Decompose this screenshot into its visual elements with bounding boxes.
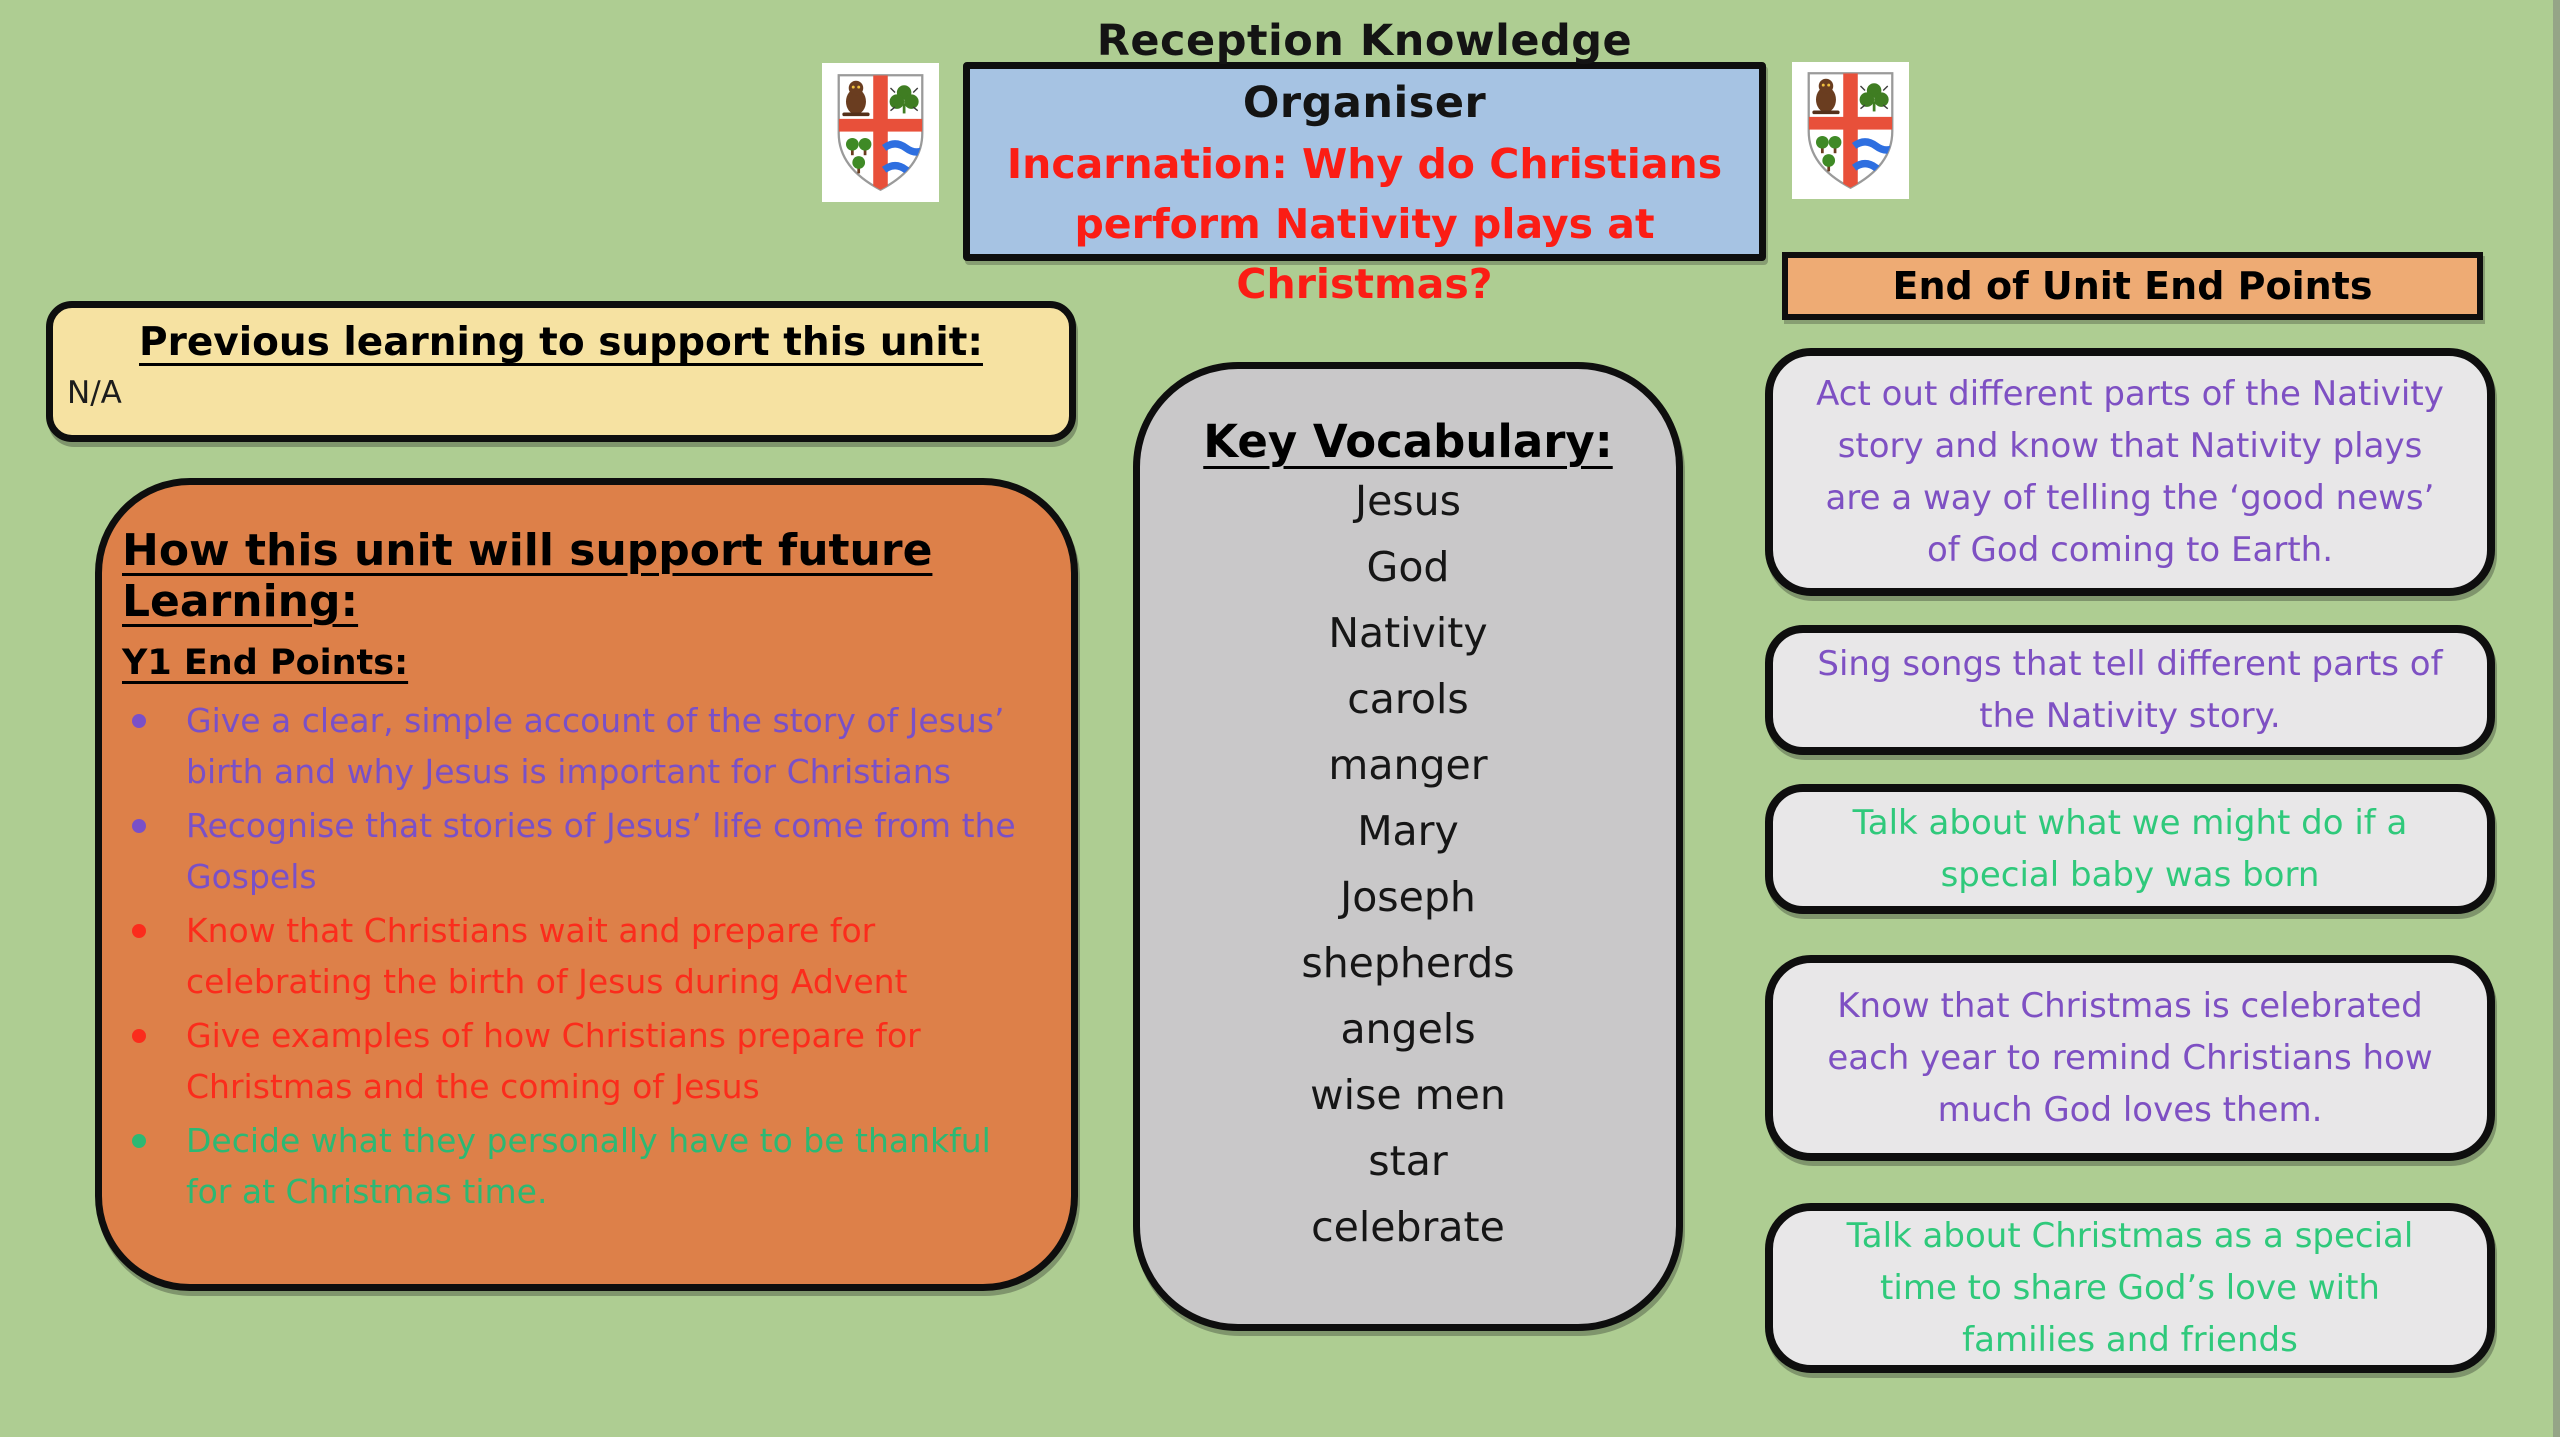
end-point-text: Talk about what we might do if a special baby was born: [1852, 803, 2408, 895]
school-crest-right: [1792, 62, 1909, 199]
previous-learning-heading: Previous learning to support this unit:: [139, 320, 983, 365]
end-point-card: [1765, 348, 2495, 596]
list-item: [116, 905, 1037, 1007]
bullet-text: Recognise that stories of Jesus’ life come from the Gospels: [186, 806, 1016, 896]
vocabulary-word: manger: [1328, 741, 1488, 789]
bullet-icon: [132, 1029, 146, 1043]
list-item: [116, 1115, 1037, 1217]
future-learning-heading: How this unit will support future Learning:: [122, 525, 933, 627]
future-learning-bullet-list: [116, 695, 1037, 1217]
future-learning-box: [95, 478, 1078, 1291]
list-item: [116, 800, 1037, 902]
bullet-icon: [132, 714, 146, 728]
bullet-text: Give a clear, simple account of the story of Jesus’ birth and why Jesus is important for Christians: [186, 701, 1005, 791]
vocabulary-word: Nativity: [1328, 609, 1488, 657]
bullet-icon: [132, 1134, 146, 1148]
end-point-card: [1765, 1203, 2495, 1373]
end-points-header: [1782, 252, 2483, 320]
end-point-text: Act out different parts of the Nativity story and know that Nativity plays are a way of telling the ‘good news’ of God coming to Earth.: [1816, 374, 2444, 570]
bullet-text: Give examples of how Christians prepare for Christmas and the coming of Jesus: [186, 1016, 921, 1106]
school-crest-left: [822, 63, 939, 202]
page-subtitle-line2: perform Nativity plays at Christmas?: [1074, 199, 1655, 308]
bullet-text: Know that Christians wait and prepare for celebrating the birth of Jesus during Advent: [186, 911, 908, 1001]
vocabulary-word: angels: [1340, 1005, 1476, 1053]
key-vocabulary-box: [1133, 362, 1683, 1331]
bullet-text: Decide what they personally have to be thankful for at Christmas time.: [186, 1121, 991, 1211]
key-vocabulary-heading: Key Vocabulary:: [1203, 415, 1613, 468]
page-title: Reception Knowledge Organiser: [1096, 15, 1633, 128]
list-item: [116, 695, 1037, 797]
end-point-text: Know that Christmas is celebrated each year to remind Christians how much God loves them.: [1827, 986, 2433, 1130]
end-point-text: Sing songs that tell different parts of the Nativity story.: [1817, 644, 2443, 736]
vocabulary-word: Mary: [1357, 807, 1459, 855]
end-point-card: [1765, 784, 2495, 914]
vocabulary-word: celebrate: [1311, 1203, 1505, 1251]
school-crest-icon: [1796, 66, 1905, 195]
slide-edge: [2553, 0, 2560, 1437]
vocabulary-word: wise men: [1310, 1071, 1506, 1119]
future-learning-subheading: Y1 End Points:: [122, 643, 409, 683]
end-point-card: [1765, 625, 2495, 755]
previous-learning-box: [46, 301, 1076, 442]
end-point-text: Talk about Christmas as a special time to share God’s love with families and friends: [1846, 1216, 2414, 1360]
vocabulary-word: star: [1368, 1137, 1448, 1185]
previous-learning-content: N/A: [67, 375, 122, 411]
end-point-card: [1765, 955, 2495, 1161]
vocabulary-word: Jesus: [1354, 477, 1462, 525]
vocabulary-word: carols: [1347, 675, 1469, 723]
vocabulary-word: shepherds: [1301, 939, 1515, 987]
title-box: [963, 15, 1766, 308]
page-subtitle-line1: Incarnation: Why do Christians: [1006, 139, 1723, 188]
vocabulary-word: God: [1366, 543, 1450, 591]
end-points-heading: End of Unit End Points: [1892, 264, 2373, 308]
bullet-icon: [132, 924, 146, 938]
school-crest-icon: [826, 67, 935, 198]
list-item: [116, 1010, 1037, 1112]
bullet-icon: [132, 819, 146, 833]
vocabulary-word: Joseph: [1340, 873, 1476, 921]
